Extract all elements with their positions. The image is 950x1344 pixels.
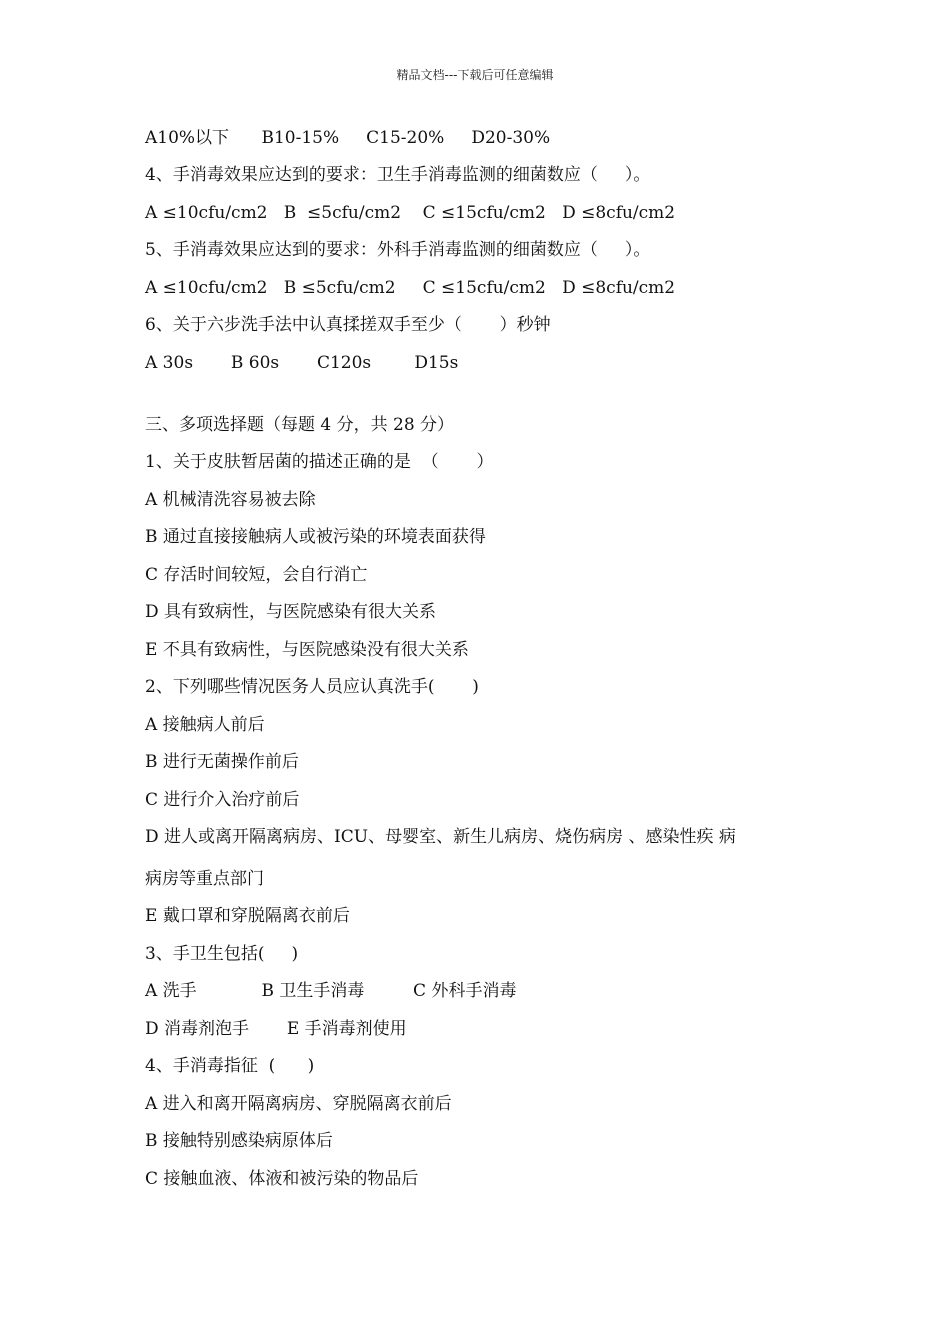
mq2-option-d-cont: 病房等重点部门 xyxy=(145,869,264,889)
mq4-option-b: B 接触特别感染病原体后 xyxy=(145,1131,333,1151)
mq4-question: 4、手消毒指征 ( ) xyxy=(145,1056,315,1076)
q5-question: 5、手消毒效果应达到的要求：外科手消毒监测的细菌数应（ ）。 xyxy=(145,240,651,260)
mq1-option-b: B 通过直接接触病人或被污染的环境表面获得 xyxy=(145,527,486,547)
q4-options: A ≤10cfu/cm2 B ≤5cfu/cm2 C ≤15cfu/cm2 D ≤8cfu/cm2 xyxy=(145,203,676,223)
q6-options: A 30s B 60s C120s D15s xyxy=(145,353,459,373)
mq1-option-d: D 具有致病性，与医院感染有很大关系 xyxy=(145,602,437,622)
mq1-option-c: C 存活时间较短，会自行消亡 xyxy=(145,565,368,585)
mq4-option-a: A 进入和离开隔离病房、穿脱隔离衣前后 xyxy=(145,1094,452,1114)
q5-options: A ≤10cfu/cm2 B ≤5cfu/cm2 C ≤15cfu/cm2 D ≤8cfu/cm2 xyxy=(145,278,676,298)
q6-question: 6、关于六步洗手法中认真揉搓双手至少（ ）秒钟 xyxy=(145,315,551,335)
q4-question: 4、手消毒效果应达到的要求：卫生手消毒监测的细菌数应（ ）。 xyxy=(145,165,651,185)
mq2-option-b: B 进行无菌操作前后 xyxy=(145,752,299,772)
section-heading: 三、多项选择题（每题 4 分，共 28 分） xyxy=(145,415,455,435)
page-header: 精品文档---下载后可任意编辑 xyxy=(396,68,554,82)
mq2-option-c: C 进行介入治疗前后 xyxy=(145,790,300,810)
mq2-question: 2、下列哪些情况医务人员应认真洗手( ) xyxy=(145,677,479,697)
mq2-option-a: A 接触病人前后 xyxy=(145,715,265,735)
mq1-option-a: A 机械清洗容易被去除 xyxy=(145,490,316,510)
mq1-question: 1、关于皮肤暂居菌的描述正确的是 （ ） xyxy=(145,452,494,472)
mq1-option-e: E 不具有致病性，与医院感染没有很大关系 xyxy=(145,640,469,660)
mq2-option-e: E 戴口罩和穿脱隔离衣前后 xyxy=(145,906,350,926)
mq2-option-d: D 进人或离开隔离病房、ICU、母婴室、新生儿病房、烧伤病房 、感染性疾 病 xyxy=(145,827,736,847)
q3-options: A10%以下 B10-15% C15-20% D20-30% xyxy=(145,128,551,148)
mq4-option-c: C 接触血液、体液和被污染的物品后 xyxy=(145,1169,419,1189)
mq3-options-row1: A 洗手 B 卫生手消毒 C 外科手消毒 xyxy=(145,981,517,1001)
mq3-options-row2: D 消毒剂泡手 E 手消毒剂使用 xyxy=(145,1019,407,1039)
mq3-question: 3、手卫生包括( ) xyxy=(145,944,299,964)
